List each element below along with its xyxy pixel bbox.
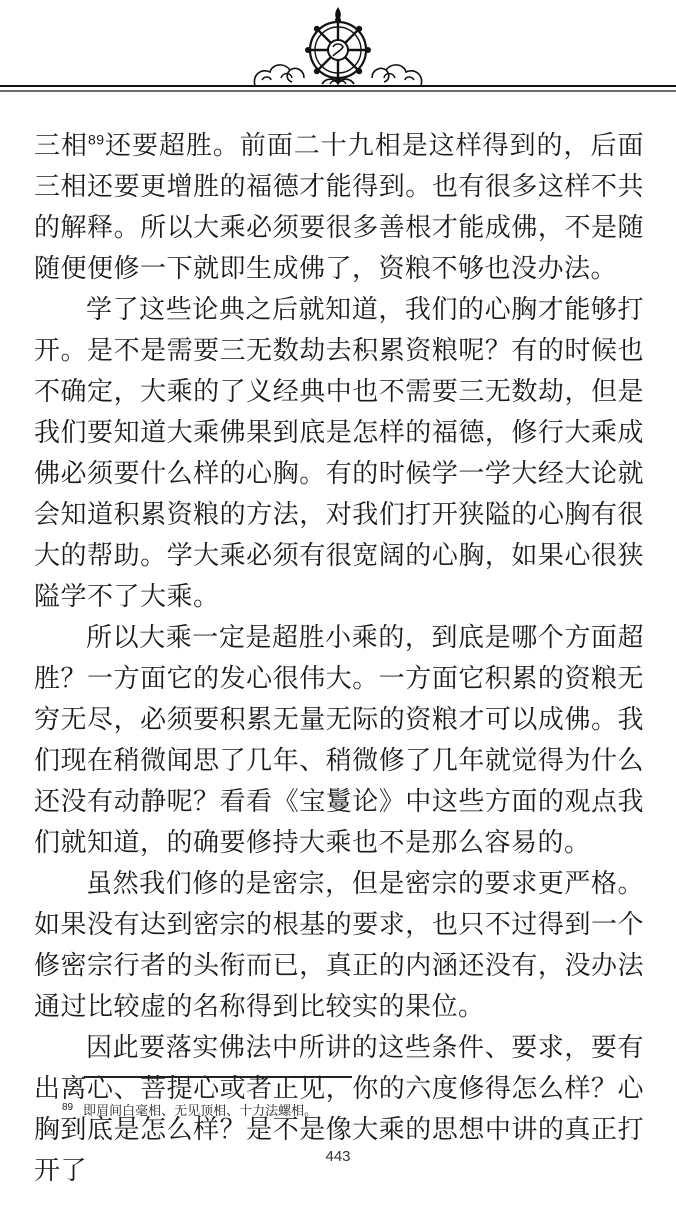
paragraph-1 (34, 126, 644, 290)
left-cloud-ornament (254, 65, 304, 86)
footnote-divider (84, 1076, 352, 1078)
footnote-number: 89 (62, 1101, 74, 1113)
right-cloud-ornament (372, 65, 422, 86)
dharma-wheel-icon (305, 8, 371, 84)
main-body-text (34, 126, 644, 1192)
footnote-reference[interactable]: 89 (87, 131, 105, 148)
paragraph-2: 学了这些论典之后就知道，我们的心胸才能够打开。是不是需要三无数劫去积累资粮呢？有的时候也不确定，大乘的了义经典中也不需要三无数劫，但是我们要知道大乘佛果到底是怎样的福德，修行大乘成佛必须要什么样的心胸。有的时候学一学大经大论就会知道积累资粮的方法，对我们打开狭隘的心胸有很大的帮助。学大乘必须有很宽阔的心胸，如果心很狭隘学不了大乘。 (34, 295, 644, 612)
paragraph-3: 所以大乘一定是超胜小乘的，到底是哪个方面超胜？一方面它的发心很伟大。一方面它积累的资粮无穷无尽，必须要积累无量无际的资粮才可以成佛。我们现在稍微闻思了几年、稍微修了几年就觉得为什么还没有动静呢？看看《宝鬘论》中这些方面的观点我们就知道，的确要修持大乘也不是那么容易的。 (34, 623, 644, 858)
footnote-text: 即眉间白毫相、无见顶相、十力法螺相。 (83, 1104, 318, 1119)
paragraph-1-rest: 还要超胜。前面二十九相是这样得到的，后面三相还要更增胜的福德才能得到。也有很多这样不共的解释。所以大乘必须要很多善根才能成佛，不是随随便便修一下就即生成佛了，资粮不够也没办法。 (34, 131, 644, 284)
paragraph-4: 虽然我们修的是密宗，但是密宗的要求更严格。如果没有达到密宗的根基的要求，也只不过得到一个修密宗行者的头衔而已，真正的内涵还没有，没办法通过比较虚的名称得到比较实的果位。 (34, 869, 644, 1022)
footnote (62, 1102, 317, 1122)
paragraph-1-start: 三相 (34, 131, 88, 161)
header-ornament (0, 0, 676, 110)
page-number: 443 (325, 1148, 351, 1165)
paragraph-5: 因此要落实佛法中所讲的这些条件、要求，要有出离心、菩提心或者正见，你的六度修得怎么样？心胸到底是怎么样？是不是像大乘的思想中讲的真正打开了 (34, 1033, 644, 1186)
